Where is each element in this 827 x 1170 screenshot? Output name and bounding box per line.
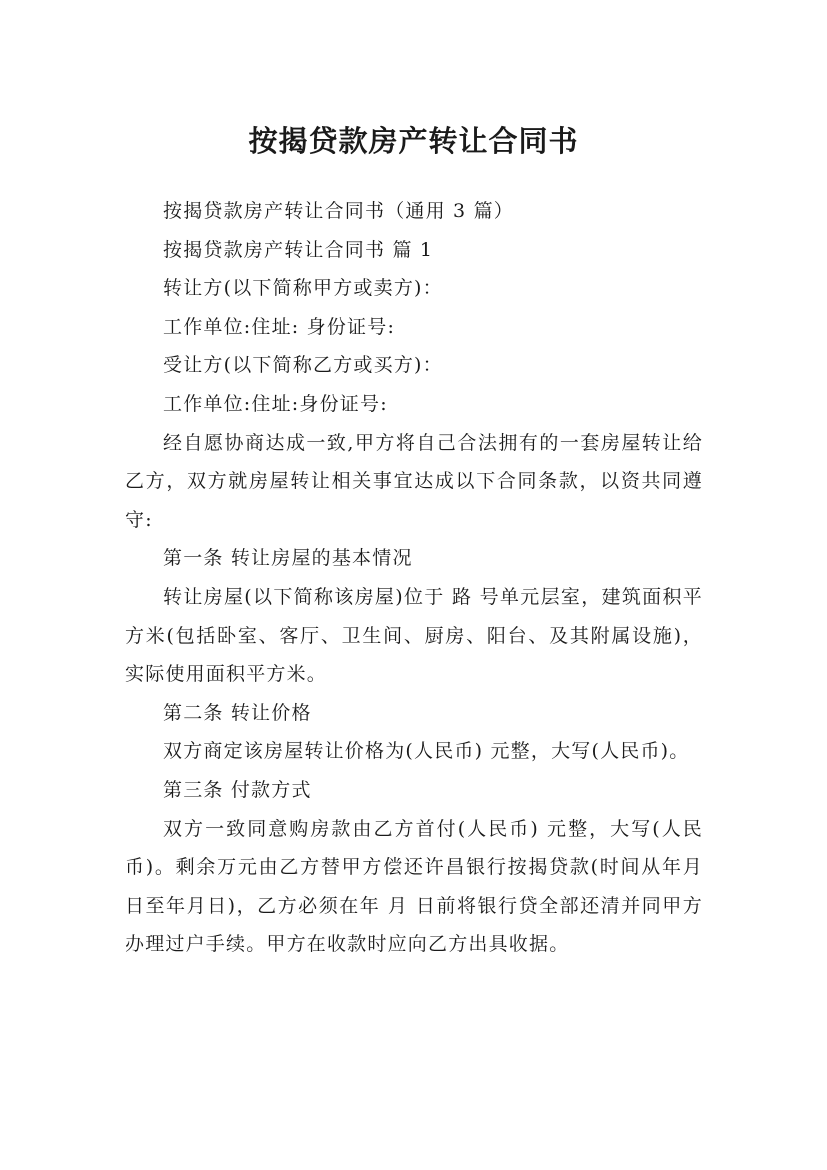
paragraph-agreement: 经自愿协商达成一致,甲方将自己合法拥有的一套房屋转让给乙方，双方就房屋转让相关事宜达成以下合同条款，以资共同遵守: xyxy=(125,431,703,531)
article-2-body: 双方商定该房屋转让价格为(人民币) 元整，大写(人民币)。 xyxy=(163,740,690,763)
paragraph-subtitle: 按揭贷款房产转让合同书（通用 3 篇） xyxy=(163,200,514,222)
article-3-body: 双方一致同意购房款由乙方首付(人民币) 元整，大写(人民币)。剩余万元由乙方替甲方偿还许昌银行按揭贷款(时间从年月日至年月日)，乙方必须在年 月 日前将银行贷全部还清并同甲方办理过户手续。甲方在收款时应向乙方出具收据。 xyxy=(125,817,703,956)
paragraph-transferee-info: 工作单位:住址:身份证号: xyxy=(163,392,388,415)
document-body xyxy=(125,192,703,964)
article-1-body: 转让房屋(以下简称该房屋)位于 路 号单元层室，建筑面积平方米(包括卧室、客厅、卫生间、厨房、阳台、及其附属设施)，实际使用面积平方米。 xyxy=(125,585,703,686)
article-3-heading: 第三条 付款方式 xyxy=(163,778,312,801)
article-2-heading: 第二条 转让价格 xyxy=(163,701,312,724)
paragraph-transferor-info: 工作单位:住址: 身份证号: xyxy=(163,315,396,338)
article-1-heading: 第一条 转让房屋的基本情况 xyxy=(163,547,413,570)
paragraph-part-heading: 按揭贷款房产转让合同书 篇 1 xyxy=(163,238,434,261)
document-title: 按揭贷款房产转让合同书 xyxy=(248,124,579,159)
paragraph-transferee: 受让方(以下简称乙方或买方)： xyxy=(163,354,443,377)
paragraph-transferor: 转让方(以下简称甲方或卖方)： xyxy=(163,277,443,300)
